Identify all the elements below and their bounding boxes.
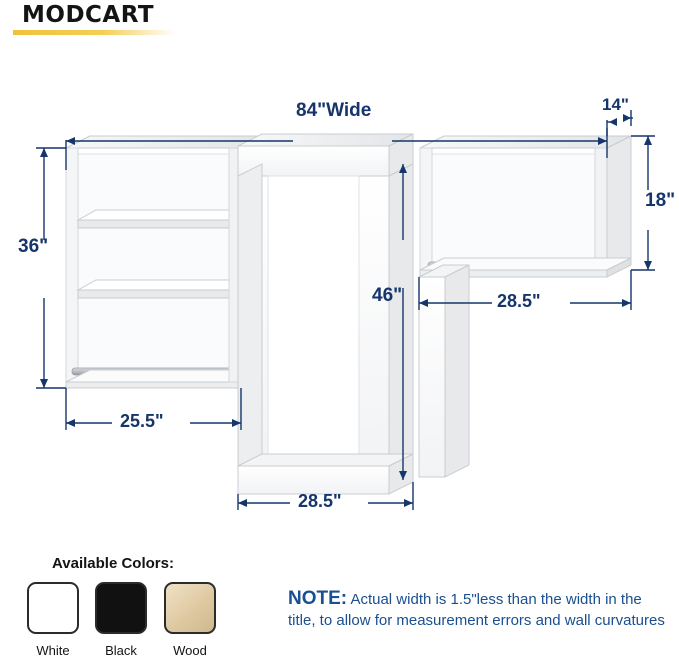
dimension-label-center-unit-height: 46" — [372, 285, 403, 306]
dimension-label-depth: 14" — [602, 95, 629, 114]
left-shelf-unit — [66, 136, 265, 388]
color-label-white: White — [36, 643, 70, 658]
brand-underline — [13, 30, 176, 35]
product-diagram — [0, 40, 679, 550]
dimension-label-right-unit-width: 28.5" — [497, 291, 541, 311]
note-block — [288, 588, 672, 631]
color-swatch-black[interactable] — [95, 582, 147, 634]
center-tall-unit — [238, 134, 413, 494]
dimension-label-right-unit-height: 18" — [645, 190, 676, 211]
dimension-label-center-unit-width: 28.5" — [298, 491, 342, 511]
note-prefix: NOTE: — [288, 588, 348, 609]
available-colors-title: Available Colors: — [52, 555, 174, 572]
color-swatch-wood[interactable] — [164, 582, 216, 634]
dimension-label-left-unit-width: 25.5" — [120, 411, 164, 431]
dimension-label-left-unit-height: 36" — [18, 236, 49, 257]
color-label-black: Black — [105, 643, 137, 658]
note-text: Actual width is 1.5"less than the width in the title, to allow for measurement errors and wall curvatures — [288, 591, 665, 629]
brand-logo: MODCART — [22, 2, 155, 28]
color-swatch-white[interactable] — [27, 582, 79, 634]
dimension-label-overall-width: 84"Wide — [296, 100, 372, 121]
color-label-wood: Wood — [173, 643, 207, 658]
